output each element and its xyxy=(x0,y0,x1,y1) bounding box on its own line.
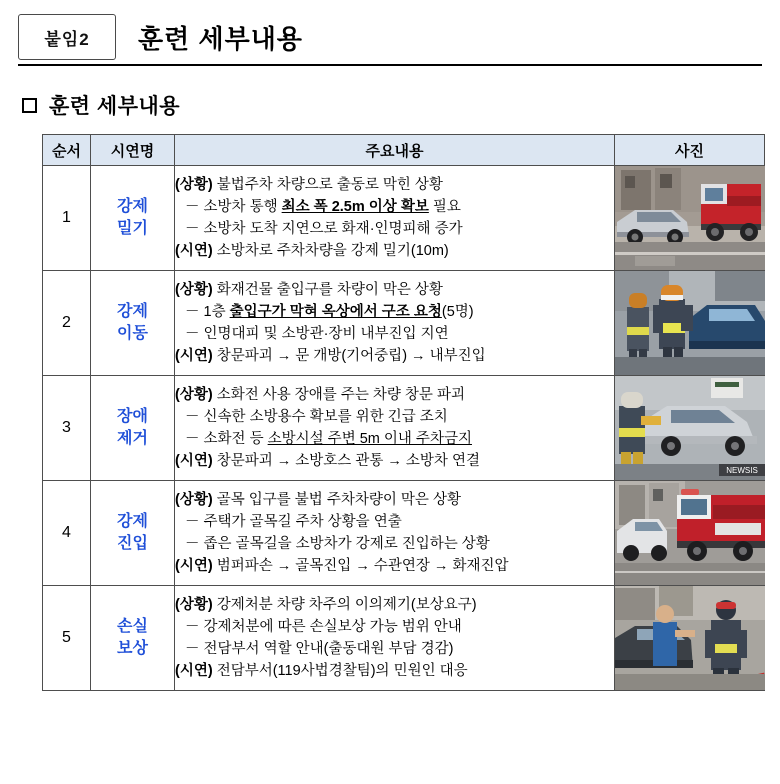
row-photo-cell xyxy=(615,481,765,586)
row-photo-cell xyxy=(615,271,765,376)
page-title: 훈련 세부내용 xyxy=(138,23,303,54)
table-header-row xyxy=(43,135,765,166)
bullet-emphasis: 소방시설 주변 5m 이내 주차금지 xyxy=(267,431,472,447)
document-page xyxy=(0,14,780,784)
row-order: 5 xyxy=(43,586,91,691)
situation-line xyxy=(175,279,614,301)
bullet-line xyxy=(175,428,614,450)
demo-label: (시연) xyxy=(175,348,213,365)
situation-label: (상황) xyxy=(175,281,213,298)
situation-text: 골목 입구를 불법 주차차량이 막은 상황 xyxy=(216,491,461,508)
bullet-prefix: － 소방차 도착 지연으로 화재·인명피해 증가 xyxy=(185,221,463,237)
demo-line xyxy=(175,240,614,262)
bullet-prefix: － 강제처분에 따른 손실보상 가능 범위 안내 xyxy=(185,618,462,635)
situation-line xyxy=(175,594,614,616)
row-demo-name xyxy=(91,481,175,586)
situation-label: (상황) xyxy=(175,491,213,508)
demo-label: (시연) xyxy=(175,558,213,575)
row-content xyxy=(175,271,615,376)
bullet-line xyxy=(175,196,614,218)
demo-text: 소방차로 주차차량을 강제 밀기(10m) xyxy=(216,243,449,260)
bullet-line xyxy=(175,218,614,240)
situation-text: 강제처분 차량 차주의 이의제기(보상요구) xyxy=(216,596,477,613)
photo-firefighter-talking-to-owner xyxy=(615,586,765,690)
situation-label: (상황) xyxy=(175,596,213,613)
bullet-line xyxy=(175,406,614,428)
row-photo-cell xyxy=(615,586,765,691)
bullet-prefix: － 좁은 골목길을 소방차가 강제로 진입하는 상황 xyxy=(185,536,490,552)
row-order: 2 xyxy=(43,271,91,376)
row-demo-name-line1: 강제 xyxy=(117,513,148,531)
bullet-emphasis: 출입구가 막혀 옥상에서 구조 요청 xyxy=(229,303,442,320)
situation-line xyxy=(175,384,614,406)
row-demo-name xyxy=(91,586,175,691)
bullet-line xyxy=(175,616,614,638)
training-details-table xyxy=(42,134,765,691)
bullet-suffix: 필요 xyxy=(428,198,461,215)
column-header-order: 순서 xyxy=(43,135,91,166)
row-demo-name-line1: 손실 xyxy=(117,618,148,636)
column-header-photo: 사진 xyxy=(615,135,765,166)
row-demo-name-line1: 강제 xyxy=(117,303,148,321)
row-demo-name-line2: 이동 xyxy=(117,325,148,342)
demo-line xyxy=(175,555,614,577)
demo-label: (시연) xyxy=(175,243,213,260)
bullet-line xyxy=(175,511,614,533)
row-photo-cell xyxy=(615,166,765,271)
table-row xyxy=(43,166,765,271)
situation-text: 불법주차 차량으로 출동로 막힌 상황 xyxy=(216,176,443,193)
row-order: 3 xyxy=(43,376,91,481)
section-heading-label: 훈련 세부내용 xyxy=(49,95,181,118)
column-header-name: 시연명 xyxy=(91,135,175,166)
demo-line xyxy=(175,345,614,367)
table-row xyxy=(43,271,765,376)
bullet-line xyxy=(175,638,614,660)
demo-text: 범퍼파손 → 골목진입 → 수관연장 → 화재진압 xyxy=(216,558,509,575)
row-demo-name-line1: 강제 xyxy=(117,198,148,216)
row-content xyxy=(175,376,615,481)
row-demo-name-line2: 보상 xyxy=(117,640,148,657)
demo-text: 창문파괴 → 문 개방(기어중립) → 내부진입 xyxy=(216,348,486,365)
square-bullet-icon xyxy=(22,98,37,113)
photo-firefighters-opening-car-door xyxy=(615,271,765,375)
row-demo-name xyxy=(91,376,175,481)
bullet-suffix: (5명) xyxy=(441,303,474,320)
situation-label: (상황) xyxy=(175,386,213,403)
bullet-prefix: － 전담부서 역할 안내(출동대원 부담 경감) xyxy=(185,641,454,657)
photo-fire-truck-pushing-car xyxy=(615,166,765,270)
bullet-prefix: － 1층 xyxy=(185,303,230,320)
table-row xyxy=(43,586,765,691)
photo-firefighter-breaking-window xyxy=(615,376,765,480)
column-header-content: 주요내용 xyxy=(175,135,615,166)
bullet-prefix: － 신속한 소방용수 확보를 위한 긴급 조치 xyxy=(185,408,448,425)
demo-text: 창문파괴 → 소방호스 관통 → 소방차 연결 xyxy=(216,453,480,470)
situation-text: 화재건물 출입구를 차량이 막은 상황 xyxy=(216,281,443,298)
bullet-prefix: － 인명대피 및 소방관·장비 내부진입 지연 xyxy=(185,326,449,342)
training-details-table-wrap xyxy=(42,134,764,691)
bullet-prefix: － 주택가 골목길 주차 상황을 연출 xyxy=(185,513,402,530)
demo-label: (시연) xyxy=(175,453,213,470)
bullet-prefix: － 소화전 등 xyxy=(185,431,268,447)
situation-line xyxy=(175,174,614,196)
row-demo-name xyxy=(91,166,175,271)
document-header xyxy=(18,14,762,60)
row-demo-name-line2: 밀기 xyxy=(117,220,148,237)
row-content xyxy=(175,481,615,586)
row-demo-name-line2: 진입 xyxy=(117,535,148,552)
demo-line xyxy=(175,450,614,472)
header-divider xyxy=(18,64,762,66)
row-content xyxy=(175,586,615,691)
row-order: 1 xyxy=(43,166,91,271)
bullet-emphasis: 최소 폭 2.5m 이상 확보 xyxy=(281,198,429,215)
svg-text:NEWSIS: NEWSIS xyxy=(726,466,758,475)
header-title-wrap xyxy=(116,14,762,60)
situation-line xyxy=(175,489,614,511)
bullet-line xyxy=(175,323,614,345)
row-order: 4 xyxy=(43,481,91,586)
bullet-line xyxy=(175,533,614,555)
bullet-prefix: － 소방차 통행 xyxy=(185,198,282,215)
demo-line xyxy=(175,660,614,682)
row-demo-name xyxy=(91,271,175,376)
photo-fire-truck-entering-alley xyxy=(615,481,765,585)
row-photo-cell xyxy=(615,376,765,481)
section-heading xyxy=(22,90,762,120)
row-content xyxy=(175,166,615,271)
attachment-label: 붙임2 xyxy=(18,14,116,60)
table-row xyxy=(43,481,765,586)
row-demo-name-line2: 제거 xyxy=(117,430,148,447)
bullet-line xyxy=(175,301,614,323)
situation-label: (상황) xyxy=(175,176,213,193)
table-row xyxy=(43,376,765,481)
row-demo-name-line1: 장애 xyxy=(117,408,148,426)
demo-label: (시연) xyxy=(175,663,213,680)
demo-text: 전담부서(119사법경찰팀)의 민원인 대응 xyxy=(216,663,468,680)
situation-text: 소화전 사용 장애를 주는 차량 창문 파괴 xyxy=(216,386,465,403)
